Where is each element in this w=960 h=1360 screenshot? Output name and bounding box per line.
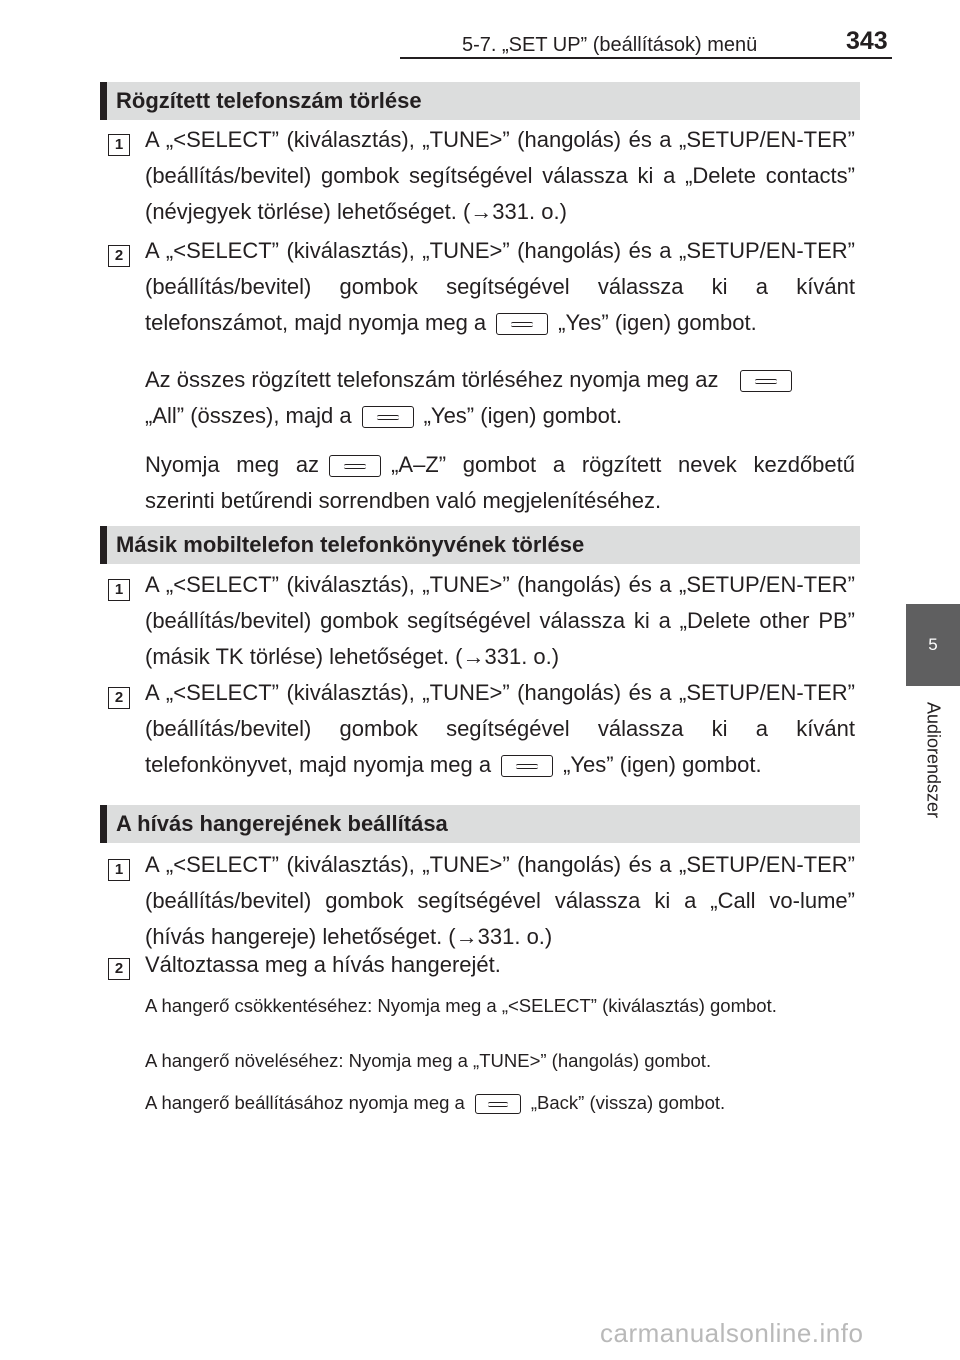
step-text: A „<SELECT” (kiválasztás), „TUNE>” (hangolás) és a „SETUP/EN-TER” (beállítás/bevitel) gombok segítségével válassza ki a „Delete contacts” (névjegyek törlése) lehetőséget. (→331. o.) bbox=[145, 127, 855, 224]
section-accent-bar bbox=[100, 526, 107, 564]
step-text: A „<SELECT” (kiválasztás), „TUNE>” (hangolás) és a „SETUP/EN-TER” (beállítás/bevitel) gombok segítségével válassza ki a „Delete other PB” (másik TK törlése) lehetőséget. (→331. o.) bbox=[145, 572, 855, 669]
step-text-part: „Yes” (igen) gombot. bbox=[558, 310, 757, 335]
section-heading bbox=[100, 805, 860, 843]
section-title: A hívás hangerejének beállítása bbox=[116, 811, 448, 836]
section-heading bbox=[100, 526, 860, 564]
step-text bbox=[145, 675, 855, 783]
step-text-part: „A–Z” gombot a rögzített nevek kezdőbetű szerinti betűrendi sorrendben való megjelenítéséhez. bbox=[145, 452, 855, 513]
step-text-part: A hangerő beállításához nyomja meg a bbox=[145, 1092, 465, 1113]
step-number-badge: 2 bbox=[108, 958, 130, 980]
step-text-part: „Yes” (igen) gombot. bbox=[423, 403, 623, 428]
screen-button-icon bbox=[475, 1094, 521, 1114]
watermark: carmanualsonline.info bbox=[600, 1318, 864, 1348]
section-accent-bar bbox=[100, 82, 107, 120]
screen-button-icon bbox=[496, 313, 548, 335]
step-text-part: „Yes” (igen) gombot. bbox=[563, 752, 762, 777]
step-number-badge: 1 bbox=[108, 859, 130, 881]
screen-button-icon bbox=[740, 370, 792, 392]
section-heading bbox=[100, 82, 860, 120]
step-text-part: A „<SELECT” (kiválasztás), „TUNE>” (hangolás) és a „SETUP/EN-TER” (beállítás/bevitel) gombok segítségével válassza ki a kívánt telefonszámot, majd nyomja meg a bbox=[145, 238, 855, 335]
step-text-part: A „<SELECT” (kiválasztás), „TUNE>” (hangolás) és a „SETUP/EN-TER” (beállítás/bevitel) gombok segítségével válassza ki a kívánt telefonkönyvet, majd nyomja meg a bbox=[145, 680, 855, 777]
header-rule bbox=[400, 57, 892, 59]
step-text: Változtassa meg a hívás hangerejét. bbox=[145, 952, 501, 977]
step-text-part: „All” (összes), majd a bbox=[145, 403, 352, 428]
screen-button-icon bbox=[501, 755, 553, 777]
step-text: A „<SELECT” (kiválasztás), „TUNE>” (hangolás) és a „SETUP/EN-TER” (beállítás/bevitel) gombok segítségével válassza ki a „Call vo-lume” (hívás hangereje) lehetőséget. (→331. o.) bbox=[145, 852, 855, 949]
step-extra-text bbox=[145, 447, 855, 519]
screen-button-icon bbox=[362, 406, 414, 428]
section-accent-bar bbox=[100, 805, 107, 843]
step-text-part: Nyomja meg az bbox=[145, 452, 320, 477]
step-note bbox=[145, 1090, 855, 1115]
section-title: Rögzített telefonszám törlése bbox=[116, 88, 422, 113]
chapter-header-title: 5-7. „SET UP” (beállítások) menü bbox=[462, 34, 758, 56]
section-title: Másik mobiltelefon telefonkönyvének törlése bbox=[116, 532, 585, 557]
step-extra-text bbox=[145, 362, 855, 434]
step-number-badge: 1 bbox=[108, 579, 130, 601]
step-text-part: Az összes rögzített telefonszám törléséhez nyomja meg az bbox=[145, 367, 719, 392]
step-number-badge: 1 bbox=[108, 134, 130, 156]
step-number-badge: 2 bbox=[108, 245, 130, 267]
page-number: 343 bbox=[846, 27, 888, 55]
step-note: A hangerő növeléséhez: Nyomja meg a „TUNE>” (hangolás) gombot. bbox=[145, 1050, 712, 1071]
chapter-tab[interactable]: 5 bbox=[906, 604, 960, 686]
step-number-badge: 2 bbox=[108, 687, 130, 709]
step-note: A hangerő csökkentéséhez: Nyomja meg a „<SELECT” (kiválasztás) gombot. bbox=[145, 995, 777, 1016]
step-text bbox=[145, 233, 855, 341]
screen-button-icon bbox=[329, 455, 381, 477]
chapter-side-label: Audiorendszer bbox=[923, 701, 944, 819]
step-text-part: „Back” (vissza) gombot. bbox=[530, 1092, 726, 1113]
